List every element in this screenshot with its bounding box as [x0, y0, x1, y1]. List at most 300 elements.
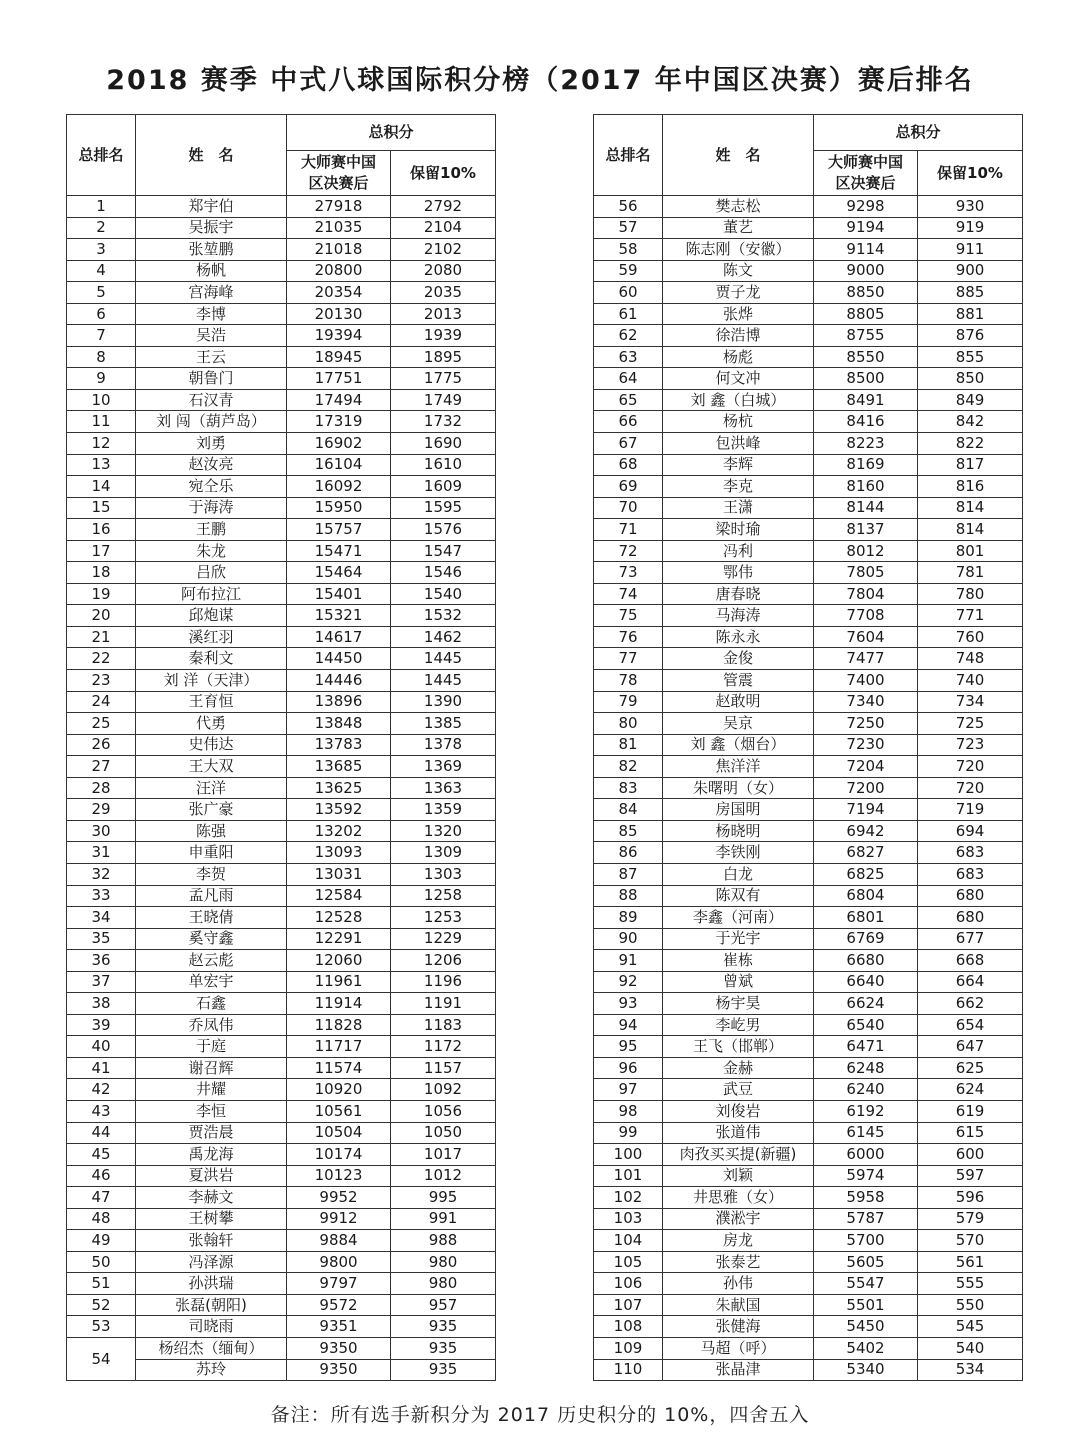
cell-rank: 17 — [67, 540, 136, 562]
cell-rank: 95 — [594, 1036, 663, 1058]
cell-rank: 105 — [594, 1251, 663, 1273]
table-row — [594, 820, 1023, 842]
cell-keep: 596 — [918, 1187, 1023, 1209]
cell-rank: 11 — [67, 411, 136, 433]
cell-points: 21035 — [287, 217, 391, 239]
cell-rank: 56 — [594, 196, 663, 218]
cell-name: 于光宇 — [663, 928, 814, 950]
table-row — [594, 777, 1023, 799]
cell-keep: 935 — [391, 1316, 496, 1338]
cell-name: 李鑫（河南） — [663, 907, 814, 929]
cell-points: 9800 — [287, 1251, 391, 1273]
cell-name: 夏洪岩 — [136, 1165, 287, 1187]
cell-name: 杨宇昊 — [663, 993, 814, 1015]
table-row — [594, 863, 1023, 885]
cell-points: 7708 — [814, 605, 918, 627]
table-row — [67, 562, 496, 584]
cell-rank: 2 — [67, 217, 136, 239]
cell-points: 7805 — [814, 562, 918, 584]
cell-name: 梁时瑜 — [663, 519, 814, 541]
cell-rank: 93 — [594, 993, 663, 1015]
table-row — [67, 863, 496, 885]
cell-name: 李恒 — [136, 1100, 287, 1122]
table-row — [67, 713, 496, 735]
cell-name: 刘 闯（葫芦岛） — [136, 411, 287, 433]
cell-keep: 919 — [918, 217, 1023, 239]
header-total: 总积分 — [814, 115, 1023, 151]
cell-name: 吴浩 — [136, 325, 287, 347]
cell-points: 8550 — [814, 346, 918, 368]
cell-rank: 87 — [594, 863, 663, 885]
cell-rank: 47 — [67, 1187, 136, 1209]
cell-name: 刘 鑫（烟台） — [663, 734, 814, 756]
header-keep: 保留10% — [918, 151, 1023, 196]
cell-rank: 62 — [594, 325, 663, 347]
cell-name: 张晶津 — [663, 1359, 814, 1381]
cell-keep: 647 — [918, 1036, 1023, 1058]
cell-name: 王大双 — [136, 756, 287, 778]
cell-keep: 1895 — [391, 346, 496, 368]
table-row — [67, 1208, 496, 1230]
table-row — [67, 497, 496, 519]
cell-keep: 991 — [391, 1208, 496, 1230]
cell-keep: 885 — [918, 282, 1023, 304]
table-row — [594, 950, 1023, 972]
ranking-table-left — [66, 114, 496, 1381]
cell-name: 陈永永 — [663, 626, 814, 648]
cell-points: 13896 — [287, 691, 391, 713]
table-row — [67, 1165, 496, 1187]
cell-points: 9114 — [814, 239, 918, 261]
cell-name: 吴振宇 — [136, 217, 287, 239]
table-row — [67, 777, 496, 799]
cell-keep: 615 — [918, 1122, 1023, 1144]
cell-name: 金俊 — [663, 648, 814, 670]
cell-points: 13093 — [287, 842, 391, 864]
cell-rank: 48 — [67, 1208, 136, 1230]
cell-keep: 995 — [391, 1187, 496, 1209]
cell-name: 石鑫 — [136, 993, 287, 1015]
table-row — [594, 303, 1023, 325]
cell-keep: 1056 — [391, 1100, 496, 1122]
cell-name: 郑宇伯 — [136, 196, 287, 218]
table-row — [594, 907, 1023, 929]
cell-keep: 1378 — [391, 734, 496, 756]
cell-keep: 664 — [918, 971, 1023, 993]
cell-keep: 849 — [918, 389, 1023, 411]
table-row — [67, 605, 496, 627]
cell-keep: 1775 — [391, 368, 496, 390]
cell-rank: 96 — [594, 1057, 663, 1079]
cell-points: 8416 — [814, 411, 918, 433]
table-row — [67, 1230, 496, 1252]
cell-rank: 40 — [67, 1036, 136, 1058]
table-row — [594, 842, 1023, 864]
table-row — [67, 1337, 496, 1359]
cell-points: 17751 — [287, 368, 391, 390]
table-row — [67, 1057, 496, 1079]
cell-points: 6680 — [814, 950, 918, 972]
cell-points: 16092 — [287, 476, 391, 498]
cell-points: 8223 — [814, 433, 918, 455]
table-row — [594, 497, 1023, 519]
cell-name: 溪红羽 — [136, 626, 287, 648]
table-row — [594, 454, 1023, 476]
table-row — [594, 605, 1023, 627]
cell-points: 13848 — [287, 713, 391, 735]
table-row — [67, 928, 496, 950]
cell-name: 宫海峰 — [136, 282, 287, 304]
table-row — [67, 842, 496, 864]
header-total: 总积分 — [287, 115, 496, 151]
table-row — [594, 476, 1023, 498]
header-name: 姓 名 — [136, 115, 287, 196]
cell-keep: 725 — [918, 713, 1023, 735]
cell-rank: 50 — [67, 1251, 136, 1273]
cell-points: 14446 — [287, 670, 391, 692]
cell-keep: 680 — [918, 907, 1023, 929]
table-row — [67, 950, 496, 972]
cell-keep: 2792 — [391, 196, 496, 218]
cell-points: 20354 — [287, 282, 391, 304]
cell-rank: 22 — [67, 648, 136, 670]
cell-rank: 23 — [67, 670, 136, 692]
table-row — [594, 799, 1023, 821]
cell-points: 8850 — [814, 282, 918, 304]
cell-name: 董艺 — [663, 217, 814, 239]
cell-points: 11961 — [287, 971, 391, 993]
table-row — [67, 1036, 496, 1058]
cell-keep: 816 — [918, 476, 1023, 498]
cell-name: 张健海 — [663, 1316, 814, 1338]
cell-keep: 1749 — [391, 389, 496, 411]
cell-keep: 723 — [918, 734, 1023, 756]
cell-rank: 81 — [594, 734, 663, 756]
cell-name: 刘俊岩 — [663, 1100, 814, 1122]
cell-keep: 980 — [391, 1273, 496, 1295]
table-row — [594, 1251, 1023, 1273]
cell-keep: 1183 — [391, 1014, 496, 1036]
table-row — [67, 1273, 496, 1295]
table-row — [67, 626, 496, 648]
cell-keep: 1546 — [391, 562, 496, 584]
cell-rank: 15 — [67, 497, 136, 519]
cell-name: 孙伟 — [663, 1273, 814, 1295]
cell-keep: 900 — [918, 260, 1023, 282]
cell-keep: 683 — [918, 842, 1023, 864]
table-row — [594, 993, 1023, 1015]
cell-points: 6624 — [814, 993, 918, 1015]
table-row — [67, 993, 496, 1015]
cell-rank: 98 — [594, 1100, 663, 1122]
cell-keep: 935 — [391, 1337, 496, 1359]
cell-rank: 51 — [67, 1273, 136, 1295]
table-row — [594, 389, 1023, 411]
table-row — [594, 325, 1023, 347]
cell-keep: 2013 — [391, 303, 496, 325]
header-rank: 总排名 — [67, 115, 136, 196]
table-row — [594, 756, 1023, 778]
cell-name: 孙洪瑞 — [136, 1273, 287, 1295]
cell-keep: 748 — [918, 648, 1023, 670]
cell-keep: 760 — [918, 626, 1023, 648]
cell-keep: 1445 — [391, 670, 496, 692]
cell-points: 9194 — [814, 217, 918, 239]
cell-points: 8805 — [814, 303, 918, 325]
cell-name: 张烨 — [663, 303, 814, 325]
table-row — [67, 282, 496, 304]
table-row — [594, 885, 1023, 907]
cell-keep: 1690 — [391, 433, 496, 455]
cell-points: 8169 — [814, 454, 918, 476]
cell-name: 李贺 — [136, 863, 287, 885]
cell-name: 管震 — [663, 670, 814, 692]
cell-keep: 1732 — [391, 411, 496, 433]
cell-rank: 102 — [594, 1187, 663, 1209]
cell-name: 杨绍杰（缅甸） — [136, 1337, 287, 1359]
cell-points: 9351 — [287, 1316, 391, 1338]
table-row — [67, 368, 496, 390]
table-row — [67, 454, 496, 476]
cell-keep: 1445 — [391, 648, 496, 670]
cell-points: 9797 — [287, 1273, 391, 1295]
cell-points: 13783 — [287, 734, 391, 756]
cell-keep: 1540 — [391, 583, 496, 605]
cell-name: 王树攀 — [136, 1208, 287, 1230]
cell-points: 18945 — [287, 346, 391, 368]
cell-keep: 1303 — [391, 863, 496, 885]
cell-points: 10561 — [287, 1100, 391, 1122]
table-row — [67, 885, 496, 907]
cell-name: 乔凤伟 — [136, 1014, 287, 1036]
cell-rank: 33 — [67, 885, 136, 907]
cell-keep: 561 — [918, 1251, 1023, 1273]
table-row — [67, 971, 496, 993]
cell-name: 秦利文 — [136, 648, 287, 670]
cell-rank: 20 — [67, 605, 136, 627]
cell-rank: 38 — [67, 993, 136, 1015]
cell-points: 6540 — [814, 1014, 918, 1036]
cell-keep: 1532 — [391, 605, 496, 627]
cell-name: 于海涛 — [136, 497, 287, 519]
cell-points: 10920 — [287, 1079, 391, 1101]
cell-rank: 86 — [594, 842, 663, 864]
table-row — [594, 1036, 1023, 1058]
cell-name: 何文冲 — [663, 368, 814, 390]
table-row — [594, 1122, 1023, 1144]
cell-rank: 10 — [67, 389, 136, 411]
cell-name: 苏玲 — [136, 1359, 287, 1381]
cell-points: 6145 — [814, 1122, 918, 1144]
cell-points: 12060 — [287, 950, 391, 972]
cell-rank: 44 — [67, 1122, 136, 1144]
cell-points: 7204 — [814, 756, 918, 778]
cell-keep: 1576 — [391, 519, 496, 541]
cell-name: 金赫 — [663, 1057, 814, 1079]
cell-points: 5958 — [814, 1187, 918, 1209]
cell-points: 13202 — [287, 820, 391, 842]
cell-points: 12291 — [287, 928, 391, 950]
table-row — [594, 519, 1023, 541]
cell-keep: 662 — [918, 993, 1023, 1015]
table-row — [67, 799, 496, 821]
cell-name: 吕欣 — [136, 562, 287, 584]
table-row — [67, 1144, 496, 1166]
cell-name: 石汉青 — [136, 389, 287, 411]
cell-name: 陈强 — [136, 820, 287, 842]
cell-points: 9350 — [287, 1337, 391, 1359]
table-row — [67, 540, 496, 562]
cell-name: 朱龙 — [136, 540, 287, 562]
cell-name: 李博 — [136, 303, 287, 325]
cell-rank: 41 — [67, 1057, 136, 1079]
cell-keep: 579 — [918, 1208, 1023, 1230]
cell-name: 禹龙海 — [136, 1144, 287, 1166]
cell-points: 8144 — [814, 497, 918, 519]
table-row — [594, 1079, 1023, 1101]
cell-points: 19394 — [287, 325, 391, 347]
cell-rank: 100 — [594, 1144, 663, 1166]
cell-name: 徐浩博 — [663, 325, 814, 347]
cell-keep: 2080 — [391, 260, 496, 282]
cell-rank: 42 — [67, 1079, 136, 1101]
table-row — [594, 540, 1023, 562]
cell-name: 张翰轩 — [136, 1230, 287, 1252]
cell-points: 8491 — [814, 389, 918, 411]
table-row — [594, 713, 1023, 735]
cell-keep: 935 — [391, 1359, 496, 1381]
cell-name: 杨杭 — [663, 411, 814, 433]
cell-keep: 1196 — [391, 971, 496, 993]
cell-points: 9572 — [287, 1294, 391, 1316]
cell-name: 孟凡雨 — [136, 885, 287, 907]
cell-points: 21018 — [287, 239, 391, 261]
cell-name: 张堃鹏 — [136, 239, 287, 261]
cell-name: 张道伟 — [663, 1122, 814, 1144]
table-row — [67, 1294, 496, 1316]
cell-name: 杨晓明 — [663, 820, 814, 842]
cell-rank: 28 — [67, 777, 136, 799]
cell-rank: 79 — [594, 691, 663, 713]
table-row — [594, 562, 1023, 584]
table-row — [67, 1251, 496, 1273]
table-row — [594, 411, 1023, 433]
header-keep: 保留10% — [391, 151, 496, 196]
cell-rank: 31 — [67, 842, 136, 864]
cell-rank: 8 — [67, 346, 136, 368]
cell-rank: 64 — [594, 368, 663, 390]
cell-keep: 694 — [918, 820, 1023, 842]
cell-rank: 101 — [594, 1165, 663, 1187]
cell-rank: 39 — [67, 1014, 136, 1036]
cell-points: 6471 — [814, 1036, 918, 1058]
table-row — [594, 1337, 1023, 1359]
cell-points: 16902 — [287, 433, 391, 455]
cell-keep: 1390 — [391, 691, 496, 713]
cell-rank: 106 — [594, 1273, 663, 1295]
cell-rank: 4 — [67, 260, 136, 282]
cell-keep: 1359 — [391, 799, 496, 821]
cell-rank: 45 — [67, 1144, 136, 1166]
cell-keep: 570 — [918, 1230, 1023, 1252]
cell-rank: 5 — [67, 282, 136, 304]
cell-rank: 70 — [594, 497, 663, 519]
cell-name: 房龙 — [663, 1230, 814, 1252]
cell-rank: 61 — [594, 303, 663, 325]
cell-rank: 3 — [67, 239, 136, 261]
cell-points: 7200 — [814, 777, 918, 799]
cell-rank: 26 — [67, 734, 136, 756]
cell-name: 王育恒 — [136, 691, 287, 713]
cell-name: 赵汝亮 — [136, 454, 287, 476]
cell-name: 武豆 — [663, 1079, 814, 1101]
cell-points: 11574 — [287, 1057, 391, 1079]
cell-points: 15464 — [287, 562, 391, 584]
cell-points: 6804 — [814, 885, 918, 907]
cell-points: 7250 — [814, 713, 918, 735]
table-row — [594, 346, 1023, 368]
cell-name: 唐春晓 — [663, 583, 814, 605]
cell-keep: 2102 — [391, 239, 496, 261]
cell-keep: 1012 — [391, 1165, 496, 1187]
table-body-left — [67, 196, 496, 1381]
table-row — [594, 1273, 1023, 1295]
cell-name: 房国明 — [663, 799, 814, 821]
cell-rank: 12 — [67, 433, 136, 455]
cell-points: 13685 — [287, 756, 391, 778]
table-row — [594, 691, 1023, 713]
cell-points: 5700 — [814, 1230, 918, 1252]
cell-rank: 94 — [594, 1014, 663, 1036]
table-row — [67, 325, 496, 347]
cell-keep: 1229 — [391, 928, 496, 950]
cell-keep: 624 — [918, 1079, 1023, 1101]
table-row — [67, 196, 496, 218]
cell-keep: 1547 — [391, 540, 496, 562]
table-row — [594, 433, 1023, 455]
cell-rank: 99 — [594, 1122, 663, 1144]
cell-keep: 720 — [918, 777, 1023, 799]
cell-rank: 89 — [594, 907, 663, 929]
table-row — [67, 389, 496, 411]
cell-points: 7400 — [814, 670, 918, 692]
table-row — [67, 1100, 496, 1122]
page-title: 2018 赛季 中式八球国际积分榜（2017 年中国区决赛）赛后排名 — [106, 65, 974, 96]
cell-rank: 68 — [594, 454, 663, 476]
cell-name: 吴京 — [663, 713, 814, 735]
cell-keep: 2035 — [391, 282, 496, 304]
table-row — [67, 820, 496, 842]
table-row — [67, 670, 496, 692]
table-row — [67, 519, 496, 541]
cell-rank: 9 — [67, 368, 136, 390]
cell-rank: 59 — [594, 260, 663, 282]
cell-rank: 54 — [67, 1337, 136, 1380]
table-row — [594, 1187, 1023, 1209]
table-row — [67, 239, 496, 261]
table-row — [594, 282, 1023, 304]
cell-points: 15401 — [287, 583, 391, 605]
cell-name: 刘 鑫（白城） — [663, 389, 814, 411]
cell-points: 6825 — [814, 863, 918, 885]
table-row — [594, 1208, 1023, 1230]
cell-name: 王潇 — [663, 497, 814, 519]
cell-name: 杨彪 — [663, 346, 814, 368]
cell-keep: 817 — [918, 454, 1023, 476]
cell-keep: 545 — [918, 1316, 1023, 1338]
cell-rank: 97 — [594, 1079, 663, 1101]
cell-name: 刘颖 — [663, 1165, 814, 1187]
